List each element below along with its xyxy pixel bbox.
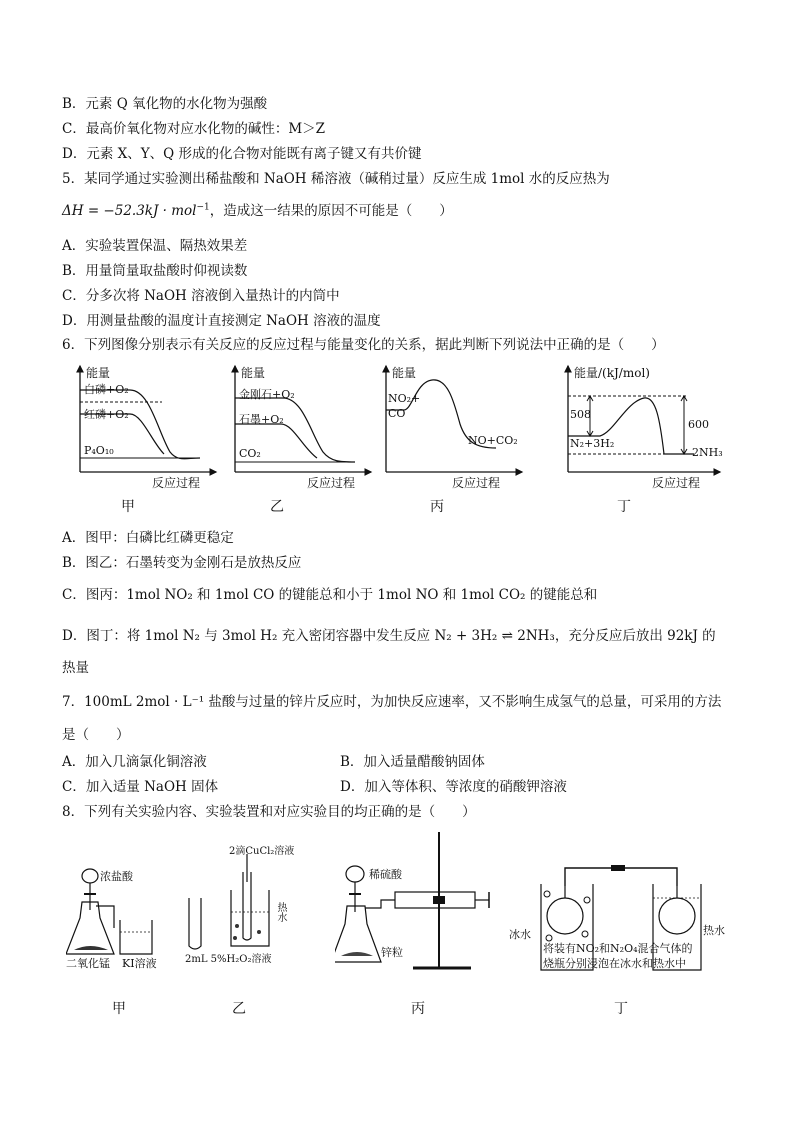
q5-delta-h: ΔH = −52.3kJ · mol: [62, 203, 197, 219]
apparatus-ding-note-line1: 将装有NO₂和N₂O₄混合气体的: [543, 942, 693, 955]
graph-bing-xlabel: 反应过程: [452, 476, 501, 490]
apparatus-ding-note-line2: 烧瓶分别浸泡在冰水和热水中: [543, 957, 686, 970]
q5-stem-line1: 5．某同学通过实验测出稀盐酸和 NaOH 稀溶液（碱稍过量）反应生成 1mol 水的反应热为: [62, 171, 610, 187]
graph-ding-ylabel: 能量/(kJ/mol): [574, 366, 650, 380]
graph-jia-top-label: 白磷+O₂: [84, 383, 129, 396]
apparatus-ding-icewater-label: 冰水: [509, 928, 531, 941]
q6-option-b: B．图乙：石墨转变为金刚石是放热反应: [62, 555, 302, 571]
graph-jia-ylabel: 能量: [86, 366, 111, 380]
graph-bing: [376, 362, 526, 490]
graph-yi-xlabel: 反应过程: [307, 476, 356, 490]
graph-bing-right-label: NO+CO₂: [468, 434, 518, 447]
graph-yi: [225, 362, 375, 490]
q5-option-a: A．实验装置保温、隔热效果差: [62, 238, 248, 254]
apparatus-ding-hotwater-label: 热水: [703, 924, 725, 937]
graph-bing-caption: 丙: [430, 499, 444, 515]
apparatus-jia-mno2-label: 二氧化锰: [66, 957, 110, 970]
apparatus-jia: [66, 862, 181, 972]
apparatus-yi-cucl2-label: 2滴CuCl₂溶液: [229, 846, 295, 857]
apparatus-bing-zinc-label: 锌粒: [381, 946, 403, 959]
q4-option-d: D．元素 X、Y、Q 形成的化合物对能既有离子键又有共价键: [62, 146, 422, 162]
q6-option-d-line1: D．图丁：将 1mol N₂ 与 3mol H₂ 充入密闭容器中发生反应 N₂ + 3H₂ ⇌ 2NH₃，充分反应后放出 92kJ 的: [62, 628, 716, 644]
q7-option-c: C．加入适量 NaOH 固体: [62, 779, 219, 795]
graph-ding-value-600: 600: [688, 418, 709, 431]
q5-stem-line2: [62, 199, 453, 219]
q6-stem: 6．下列图像分别表示有关反应的反应过程与能量变化的关系，据此判断下列说法中正确的是（ ）: [62, 337, 665, 353]
apparatus-bing-acid-label: 稀硫酸: [369, 868, 402, 881]
graph-ding-left-label: N₂+3H₂: [570, 437, 615, 450]
q8-stem: 8．下列有关实验内容、实验装置和对应实验目的均正确的是（ ）: [62, 804, 476, 820]
graph-jia-caption: 甲: [121, 499, 135, 515]
q5-stem-tail: ，造成这一结果的原因不可能是（ ）: [209, 203, 453, 219]
q6-option-c: C．图丙：1mol NO₂ 和 1mol CO 的键能总和小于 1mol NO 和 1mol CO₂ 的键能总和: [62, 587, 598, 603]
graph-ding-caption: 丁: [617, 499, 631, 515]
q5-option-d: D．用测量盐酸的温度计直接测定 NaOH 溶液的温度: [62, 313, 381, 329]
q7-option-d: D．加入等体积、等浓度的硝酸钾溶液: [340, 779, 567, 795]
apparatus-yi-hotwater-label: 热水: [275, 902, 286, 922]
apparatus-yi: [185, 842, 320, 965]
graph-jia-bottom-label: P₄O₁₀: [84, 444, 114, 457]
q4-option-c: C．最高价氧化物对应水化物的碱性：M＞Z: [62, 121, 326, 137]
graph-yi-caption: 乙: [270, 499, 284, 515]
graph-yi-ylabel: 能量: [241, 366, 266, 380]
graph-ding-value-508: 508: [570, 408, 591, 421]
apparatus-ding-caption: 丁: [614, 1001, 628, 1017]
apparatus-ding: [505, 860, 745, 980]
apparatus-jia-ki-label: KI溶液: [122, 957, 157, 970]
graph-jia-xlabel: 反应过程: [152, 476, 201, 490]
q5-exponent: −1: [196, 202, 210, 213]
q7-stem-line2: 是（ ）: [62, 727, 130, 743]
apparatus-jia-acid-label: 浓盐酸: [100, 870, 133, 883]
graph-ding-xlabel: 反应过程: [652, 476, 701, 490]
q7-option-a: A．加入几滴氯化铜溶液: [62, 754, 207, 770]
graph-bing-ylabel: 能量: [392, 366, 417, 380]
graph-bing-left-label1: NO₂+: [388, 392, 421, 405]
graph-jia: [70, 362, 220, 490]
apparatus-bing-caption: 丙: [411, 1001, 425, 1017]
graph-ding-right-label: 2NH₃: [692, 446, 723, 459]
q6-option-d-line2: 热量: [62, 660, 89, 676]
graph-ding: [560, 362, 735, 490]
graph-bing-left-label2: CO: [388, 407, 406, 420]
q5-option-c: C．分多次将 NaOH 溶液倒入量热计的内筒中: [62, 288, 340, 304]
apparatus-yi-h2o2-label: 2mL 5%H₂O₂溶液: [185, 954, 272, 965]
graph-yi-mid-label: 石墨+O₂: [239, 413, 284, 426]
apparatus-yi-caption: 乙: [232, 1001, 246, 1017]
q6-option-a: A．图甲：白磷比红磷更稳定: [62, 530, 234, 546]
q7-option-b: B．加入适量醋酸钠固体: [340, 754, 485, 770]
apparatus-bing: [335, 828, 495, 978]
apparatus-jia-caption: 甲: [112, 1001, 126, 1017]
q4-option-b: B．元素 Q 氧化物的水化物为强酸: [62, 96, 268, 112]
graph-jia-mid-label: 红磷+O₂: [84, 408, 129, 421]
q7-stem-line1: 7．100mL 2mol · L⁻¹ 盐酸与过量的锌片反应时，为加快反应速率，又不影响生成氢气的总量，可采用的方法: [62, 694, 722, 710]
graph-yi-top-label: 金刚石+O₂: [239, 388, 295, 401]
q5-option-b: B．用量筒量取盐酸时仰视读数: [62, 263, 248, 279]
graph-yi-bottom-label: CO₂: [239, 447, 261, 460]
